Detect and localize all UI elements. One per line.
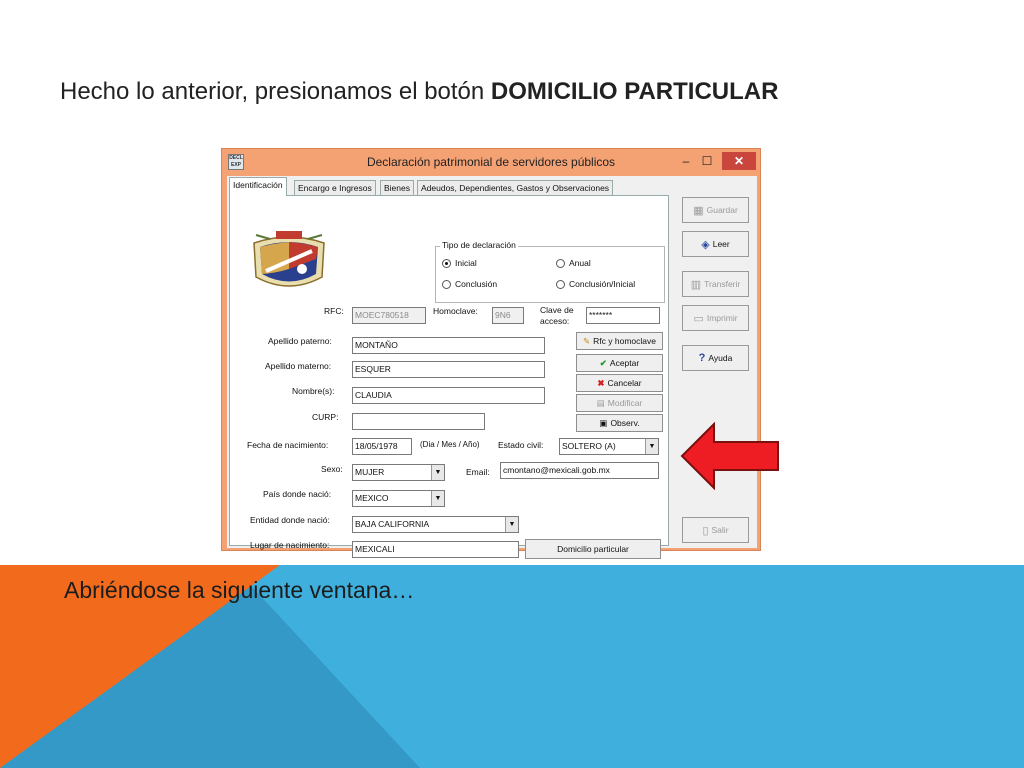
radio-anual-label: Anual xyxy=(569,258,591,268)
salir-button[interactable] xyxy=(682,517,749,543)
title-bar[interactable] xyxy=(222,149,760,176)
save-icon: ▦ xyxy=(693,204,704,217)
tipo-declaracion-group xyxy=(435,240,665,303)
ayuda-button[interactable] xyxy=(682,345,749,371)
window-client xyxy=(227,176,757,554)
clave-acceso-field[interactable]: ******* xyxy=(586,307,660,324)
homoclave-label: Homoclave: xyxy=(433,306,478,316)
curp-field[interactable] xyxy=(352,413,485,430)
rfc-homoclave-button[interactable] xyxy=(576,332,663,350)
guardar-label: Guardar xyxy=(706,205,738,215)
lugar-nacimiento-field[interactable]: MEXICALI xyxy=(352,541,519,558)
printer-icon: ▭ xyxy=(693,312,704,325)
radio-anual-dot xyxy=(556,259,565,268)
estado-civil-select[interactable] xyxy=(559,438,659,455)
rfc-label: RFC: xyxy=(324,306,344,316)
tab-adeudos[interactable]: Adeudos, Dependientes, Gastos y Observaciones xyxy=(417,180,613,195)
seal-logo xyxy=(246,229,332,295)
tipo-declaracion-title: Tipo de declaración xyxy=(442,240,516,250)
pais-label: País donde nació: xyxy=(263,489,332,499)
clave-acceso-label xyxy=(540,305,574,327)
domicilio-particular-label: Domicilio particular xyxy=(557,544,629,554)
fecha-hint: (Dia / Mes / Año) xyxy=(420,440,480,449)
radio-conclusion-dot xyxy=(442,280,451,289)
sexo-label: Sexo: xyxy=(321,464,343,474)
radio-inicial-dot xyxy=(442,259,451,268)
radio-inicial[interactable] xyxy=(442,258,477,268)
fecha-nacimiento-label: Fecha de nacimiento: xyxy=(247,440,329,450)
guardar-button[interactable] xyxy=(682,197,749,223)
close-button[interactable]: ✕ xyxy=(722,152,756,170)
radio-conclusion-inicial-label: Conclusión/Inicial xyxy=(569,279,636,289)
notes-icon: ▣ xyxy=(599,417,608,428)
nombre-field[interactable]: CLAUDIA xyxy=(352,387,545,404)
pencil-icon: ✎ xyxy=(583,335,591,346)
estado-civil-value: SOLTERO (A) xyxy=(562,441,616,451)
x-icon: ✖ xyxy=(597,377,605,388)
cancelar-label: Cancelar xyxy=(607,378,642,388)
leer-label: Leer xyxy=(712,239,730,249)
homoclave-field[interactable]: 9N6 xyxy=(492,307,524,324)
salir-label: Salir xyxy=(711,525,729,535)
red-arrow-icon xyxy=(680,422,780,490)
aceptar-button[interactable] xyxy=(576,354,663,372)
domicilio-particular-button[interactable] xyxy=(525,539,661,559)
entidad-label: Entidad donde nació: xyxy=(250,515,330,525)
rfc-field[interactable]: MOEC780518 xyxy=(352,307,426,324)
transferir-button[interactable] xyxy=(682,271,749,297)
chevron-down-icon[interactable]: ▼ xyxy=(431,491,444,506)
estado-civil-label: Estado civil: xyxy=(498,440,544,450)
observ-label: Observ. xyxy=(610,418,640,428)
radio-anual[interactable] xyxy=(556,258,591,268)
email-field[interactable]: cmontano@mexicali.gob.mx xyxy=(500,462,659,479)
open-icon: ◈ xyxy=(701,238,710,251)
sexo-select[interactable] xyxy=(352,464,445,481)
help-icon: ? xyxy=(698,352,706,364)
pais-value: MEXICO xyxy=(355,493,389,503)
transfer-icon: ▥ xyxy=(690,278,702,291)
pais-select[interactable] xyxy=(352,490,445,507)
imprimir-button[interactable] xyxy=(682,305,749,331)
check-icon: ✔ xyxy=(599,357,607,368)
observ-button[interactable] xyxy=(576,414,663,432)
transferir-label: Transferir xyxy=(704,279,741,289)
radio-inicial-label: Inicial xyxy=(455,258,477,268)
app-window xyxy=(221,148,761,554)
slide-heading xyxy=(60,78,778,106)
leer-button[interactable] xyxy=(682,231,749,257)
minimize-button[interactable]: – xyxy=(682,154,690,168)
exit-icon: ▯ xyxy=(702,524,709,537)
sexo-value: MUJER xyxy=(355,467,385,477)
fecha-nacimiento-field[interactable]: 18/05/1978 xyxy=(352,438,412,455)
imprimir-label: Imprimir xyxy=(706,313,738,323)
edit-icon: ▤ xyxy=(596,397,605,408)
radio-conclusion-inicial-dot xyxy=(556,280,565,289)
tab-panel-identificacion xyxy=(229,195,669,554)
rfc-homoclave-label: Rfc y homoclave xyxy=(593,336,656,346)
maximize-button[interactable]: ☐ xyxy=(701,154,713,168)
nombre-label: Nombre(s): xyxy=(292,386,335,396)
window-title: Declaración patrimonial de servidores públicos xyxy=(366,155,616,169)
radio-conclusion[interactable] xyxy=(442,279,497,289)
email-label: Email: xyxy=(466,467,490,477)
modificar-button[interactable] xyxy=(576,394,663,412)
slide-heading-text: Hecho lo anterior, presionamos el botón xyxy=(60,78,491,105)
apellido-materno-label: Apellido materno: xyxy=(265,361,332,371)
tab-encargo-ingresos[interactable]: Encargo e Ingresos xyxy=(294,180,376,195)
entidad-select[interactable] xyxy=(352,516,519,533)
radio-conclusion-label: Conclusión xyxy=(455,279,498,289)
radio-conclusion-inicial[interactable] xyxy=(556,279,635,289)
apellido-paterno-field[interactable]: MONTAÑO xyxy=(352,337,545,354)
cancelar-button[interactable] xyxy=(576,374,663,392)
chevron-down-icon[interactable]: ▼ xyxy=(505,517,518,532)
chevron-down-icon[interactable]: ▼ xyxy=(645,439,658,454)
lugar-nacimiento-label: Lugar de nacimiento: xyxy=(250,540,330,550)
tab-bienes[interactable]: Bienes xyxy=(380,180,414,195)
chevron-down-icon[interactable]: ▼ xyxy=(431,465,444,480)
entidad-value: BAJA CALIFORNIA xyxy=(355,519,430,529)
clave-label-line2: acceso: xyxy=(540,316,570,326)
curp-label: CURP: xyxy=(312,412,339,422)
aceptar-label: Aceptar xyxy=(609,358,640,368)
app-icon: DECL EXP xyxy=(229,155,243,168)
slide-caption: Abriéndose la siguiente ventana… xyxy=(64,577,415,603)
slide-heading-bold: DOMICILIO PARTICULAR xyxy=(490,78,779,105)
tab-identificacion[interactable]: Identificación xyxy=(229,177,287,196)
apellido-materno-field[interactable]: ESQUER xyxy=(352,361,545,378)
clave-label-line1: Clave de xyxy=(540,305,574,315)
modificar-label: Modificar xyxy=(607,398,643,408)
apellido-paterno-label: Apellido paterno: xyxy=(268,336,332,346)
ayuda-label: Ayuda xyxy=(708,353,733,363)
